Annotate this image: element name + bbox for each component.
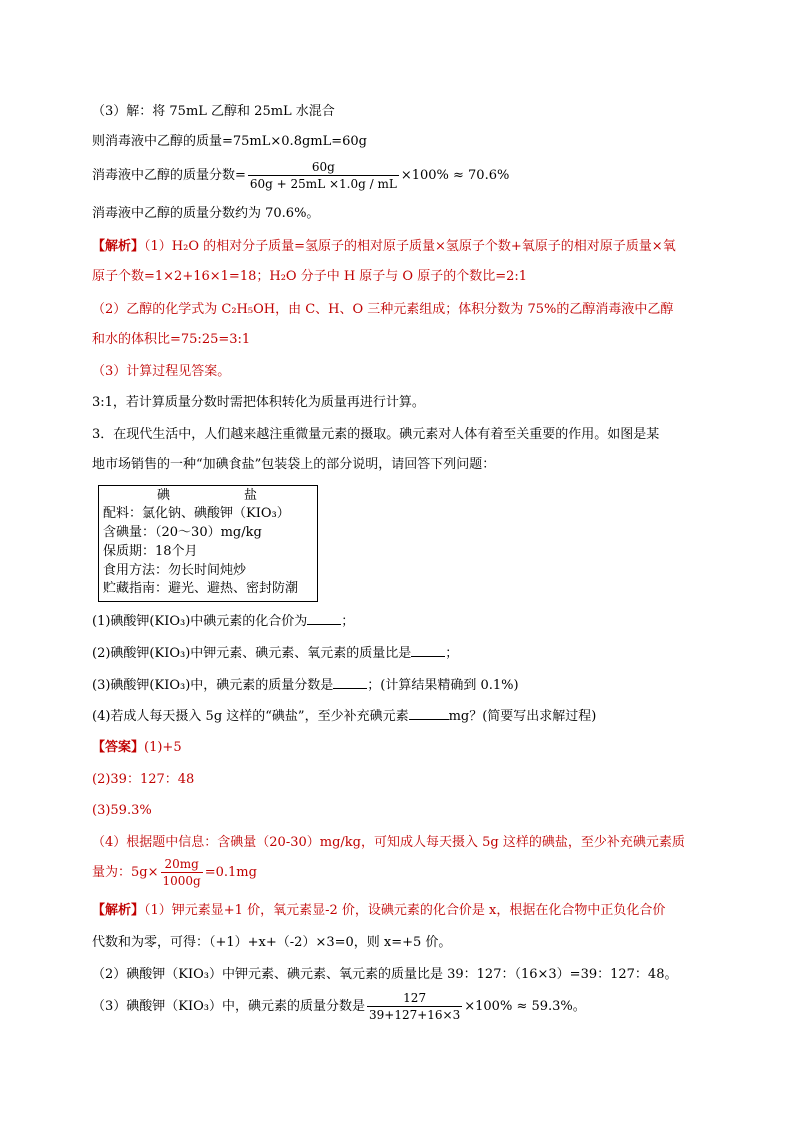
answer-fraction-line: [92, 856, 257, 890]
mass-fraction: [248, 160, 399, 191]
answer-blank: [333, 676, 367, 689]
analysis-line: 原子个数=1×2+16×1=18；H₂O 分子中 H 原子与 O 原子的个数比=2:1: [92, 269, 528, 284]
question-part-3: [92, 676, 519, 695]
question-text: ；: [341, 614, 355, 629]
analysis-line: （2）乙醇的化学式为 C₂H₅OH，由 C、H、O 三种元素组成；体积分数为 75%的乙醇消毒液中乙醇: [92, 302, 674, 317]
question-part-2: [92, 644, 458, 663]
analysis-line: （3）计算过程见答案。: [92, 364, 231, 379]
answer-blank: [411, 644, 445, 657]
salt-label-box: [98, 485, 318, 602]
question-text: ；: [445, 646, 459, 661]
label-iodine-content: 含碘量：（20～30）mg/kg: [103, 525, 262, 540]
answer-line: (3)59.3%: [92, 803, 152, 818]
analysis-line: [92, 902, 665, 920]
solution-fraction-line: [92, 160, 509, 192]
solution-line: 消毒液中乙醇的质量分数约为 70.6%。: [92, 206, 320, 221]
solution-text: ×100% ≈ 70.6%: [400, 168, 510, 183]
question-part-1: [92, 612, 354, 631]
answer-text: =0.1mg: [204, 865, 257, 880]
label-shelf-life: 保质期：18个月: [103, 544, 198, 559]
answer-text: 量为：5g×: [92, 865, 159, 880]
fraction-numerator: 20mg: [164, 857, 199, 871]
iodine-mass-fraction: [367, 991, 462, 1022]
analysis-line: [92, 238, 676, 256]
fraction-denominator: 39+127+16×3: [369, 1008, 461, 1022]
label-usage: 食用方法：勿长时间炖炒: [103, 563, 247, 578]
analysis-line: 代数和为零，可得：（+1）+x+（-2）×3=0，则 x=+5 价。: [92, 935, 452, 950]
fraction-denominator: 1000g: [162, 874, 201, 888]
analysis-tag: 【解析】: [92, 239, 145, 254]
question-line: 地市场销售的一种“加碘食盐”包装袋上的部分说明，请回答下列问题：: [92, 457, 496, 472]
answer-line: (2)39：127：48: [92, 772, 195, 787]
analysis-tag: 【解析】: [92, 903, 145, 918]
label-title-b: 盐: [244, 488, 258, 503]
answer-tag: 【答案】: [92, 740, 145, 755]
question-text: (3)碘酸钾(KIO₃)中，碘元素的质量分数是: [92, 678, 334, 693]
answer-blank: [307, 612, 341, 625]
question-text: mg？(简要写出求解过程): [448, 709, 597, 724]
solution-line: （3）解：将 75mL 乙醇和 25mL 水混合: [92, 104, 335, 119]
fraction-denominator: 60g + 25mL ×1.0g / mL: [249, 177, 397, 191]
label-storage: 贮藏指南：避光、避热、密封防潮: [103, 581, 299, 596]
solution-line: 则消毒液中乙醇的质量=75mL×0.8gmL=60g: [92, 134, 367, 149]
question-text: (4)若成人每天摄入 5g 这样的“碘盐”，至少补充碘元素: [92, 709, 409, 724]
analysis-text: ×100% ≈ 59.3%。: [464, 999, 586, 1014]
question-text: (1)碘酸钾(KIO₃)中碘元素的化合价为: [92, 614, 308, 629]
answer-line: [92, 739, 182, 757]
analysis-line: 和水的体积比=75:25=3:1: [92, 332, 251, 347]
label-ingredients: 配料：氯化钠、碘酸钾（KIO₃）: [103, 506, 290, 521]
answer-text: (1)+5: [144, 740, 182, 755]
analysis-line: （2）碘酸钾（KIO₃）中钾元素、碘元素、氧元素的质量比是 39：127：（16×3）=39：127：48。: [92, 967, 678, 982]
analysis-text: （1）钾元素显+1 价，氧元素显-2 价，设碘元素的化合价是 x，根据在化合物中正负化合价: [144, 903, 666, 918]
analysis-fraction-line: [92, 990, 586, 1024]
analysis-text: （1）H₂O 的相对分子质量=氢原子的相对原子质量×氢原子个数+氧原子的相对原子质量×氧: [144, 239, 676, 254]
solution-text: 消毒液中乙醇的质量分数=: [92, 168, 246, 183]
question-text: ；(计算结果精确到 0.1%): [367, 678, 519, 693]
answer-blank: [409, 707, 449, 720]
fraction-numerator: 127: [403, 991, 427, 1005]
iodine-fraction: [161, 857, 203, 888]
analysis-text: （3）碘酸钾（KIO₃）中，碘元素的质量分数是: [92, 999, 365, 1014]
analysis-line: 3:1，若计算质量分数时需把体积转化为质量再进行计算。: [92, 395, 425, 410]
question-text: (2)碘酸钾(KIO₃)中钾元素、碘元素、氧元素的质量比是: [92, 646, 412, 661]
question-line: 3．在现代生活中，人们越来越注重微量元素的摄取。碘元素对人体有着至关重要的作用。如图是某: [92, 427, 660, 442]
label-title-a: 碘: [157, 488, 171, 503]
question-part-4: [92, 707, 596, 726]
fraction-numerator: 60g: [311, 160, 335, 174]
answer-line: （4）根据题中信息：含碘量（20-30）mg/kg，可知成人每天摄入 5g 这样的碘盐，至少补充碘元素质: [92, 835, 685, 850]
